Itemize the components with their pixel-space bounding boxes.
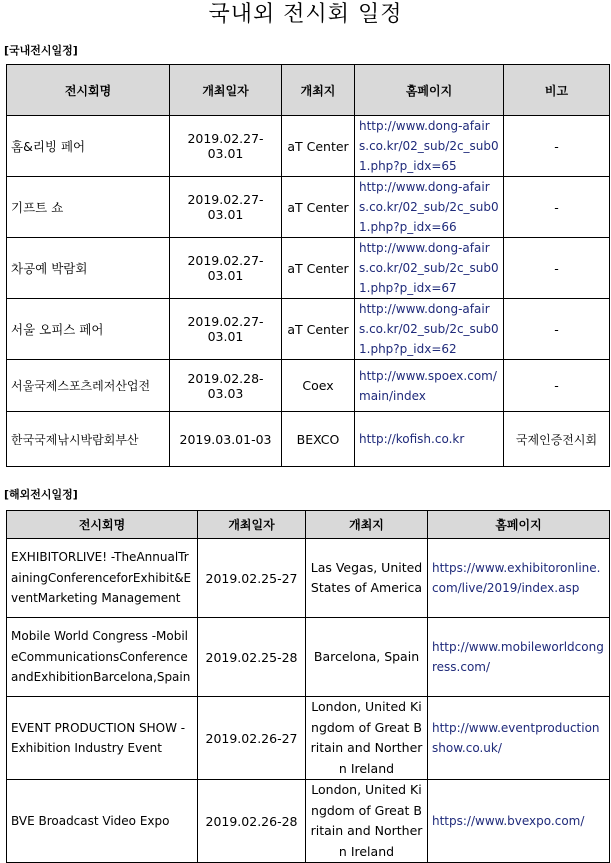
exhibition-date: 2019.02.27-03.01 [170, 299, 282, 360]
exhibition-note: - [504, 116, 610, 177]
column-header: 홈페이지 [355, 65, 504, 116]
exhibition-venue: aT Center [282, 177, 355, 238]
exhibition-note: - [504, 238, 610, 299]
homepage-link[interactable]: http://www.eventproductionshow.co.uk/ [428, 697, 610, 780]
homepage-link[interactable]: http://www.dong-afairs.co.kr/02_sub/2c_sub01.php?p_idx=66 [355, 177, 504, 238]
table-row [7, 116, 610, 177]
exhibition-date: 2019.02.27-03.01 [170, 116, 282, 177]
column-header: 비고 [504, 65, 610, 116]
table-row [7, 299, 610, 360]
exhibition-venue: BEXCO [282, 412, 355, 467]
column-header: 개최지 [282, 65, 355, 116]
exhibition-venue: Coex [282, 360, 355, 412]
exhibition-note: - [504, 299, 610, 360]
table-row [7, 780, 610, 863]
exhibition-date: 2019.02.27-03.01 [170, 177, 282, 238]
exhibition-date: 2019.02.26-28 [198, 780, 306, 863]
table-header-row [7, 511, 610, 539]
table-row [7, 697, 610, 780]
domestic-exhibition-table [6, 64, 610, 467]
homepage-link[interactable]: http://www.mobileworldcongress.com/ [428, 618, 610, 697]
exhibition-venue: Las Vegas, United States of America [306, 539, 428, 618]
homepage-link[interactable]: http://www.dong-afairs.co.kr/02_sub/2c_sub01.php?p_idx=65 [355, 116, 504, 177]
exhibition-date: 2019.02.25-28 [198, 618, 306, 697]
exhibition-venue: London, United Kingdom of Great Britain and Northern Ireland [306, 697, 428, 780]
exhibition-name: 서울 오피스 페어 [7, 299, 170, 360]
homepage-link[interactable]: https://www.exhibitoronline.com/live/2019/index.asp [428, 539, 610, 618]
table-row [7, 618, 610, 697]
exhibition-venue: aT Center [282, 299, 355, 360]
overseas-section-heading: [해외전시일정] [4, 488, 78, 501]
exhibition-note: - [504, 177, 610, 238]
column-header: 홈페이지 [428, 511, 610, 539]
exhibition-note: - [504, 360, 610, 412]
table-row [7, 238, 610, 299]
table-header-row [7, 65, 610, 116]
exhibition-date: 2019.02.26-27 [198, 697, 306, 780]
exhibition-date: 2019.03.01-03 [170, 412, 282, 467]
exhibition-venue: aT Center [282, 238, 355, 299]
column-header: 개최일자 [170, 65, 282, 116]
exhibition-name: 서울국제스포츠레저산업전 [7, 360, 170, 412]
exhibition-venue: aT Center [282, 116, 355, 177]
column-header: 전시회명 [7, 65, 170, 116]
table-row [7, 177, 610, 238]
exhibition-date: 2019.02.25-27 [198, 539, 306, 618]
exhibition-name: 한국국제낚시박람회부산 [7, 412, 170, 467]
exhibition-note: 국제인증전시회 [504, 412, 610, 467]
exhibition-name: EXHIBITORLIVE! -TheAnnualTrainingConferenceforExhibit&EventMarketing Management [7, 539, 198, 618]
exhibition-name: 홈&리빙 페어 [7, 116, 170, 177]
column-header: 개최지 [306, 511, 428, 539]
homepage-link[interactable]: https://www.bvexpo.com/ [428, 780, 610, 863]
homepage-link[interactable]: http://www.spoex.com/main/index [355, 360, 504, 412]
exhibition-name: Mobile World Congress -MobileCommunicationsConferenceandExhibitionBarcelona,Spain [7, 618, 198, 697]
column-header: 전시회명 [7, 511, 198, 539]
exhibition-venue: Barcelona, Spain [306, 618, 428, 697]
table-row [7, 539, 610, 618]
exhibition-date: 2019.02.27-03.01 [170, 238, 282, 299]
exhibition-name: EVENT PRODUCTION SHOW - Exhibition Industry Event [7, 697, 198, 780]
exhibition-date: 2019.02.28-03.03 [170, 360, 282, 412]
homepage-link[interactable]: http://www.dong-afairs.co.kr/02_sub/2c_sub01.php?p_idx=62 [355, 299, 504, 360]
table-row [7, 360, 610, 412]
column-header: 개최일자 [198, 511, 306, 539]
table-row [7, 412, 610, 467]
overseas-exhibition-table [6, 510, 610, 863]
exhibition-name: BVE Broadcast Video Expo [7, 780, 198, 863]
homepage-link[interactable]: http://www.dong-afairs.co.kr/02_sub/2c_sub01.php?p_idx=67 [355, 238, 504, 299]
page-title: 국내외 전시회 일정 [208, 2, 403, 27]
homepage-link[interactable]: http://kofish.co.kr [355, 412, 504, 467]
exhibition-name: 기프트 쇼 [7, 177, 170, 238]
exhibition-venue: London, United Kingdom of Great Britain and Northern Ireland [306, 780, 428, 863]
domestic-section-heading: [국내전시일정] [4, 44, 78, 57]
exhibition-name: 차공예 박람회 [7, 238, 170, 299]
